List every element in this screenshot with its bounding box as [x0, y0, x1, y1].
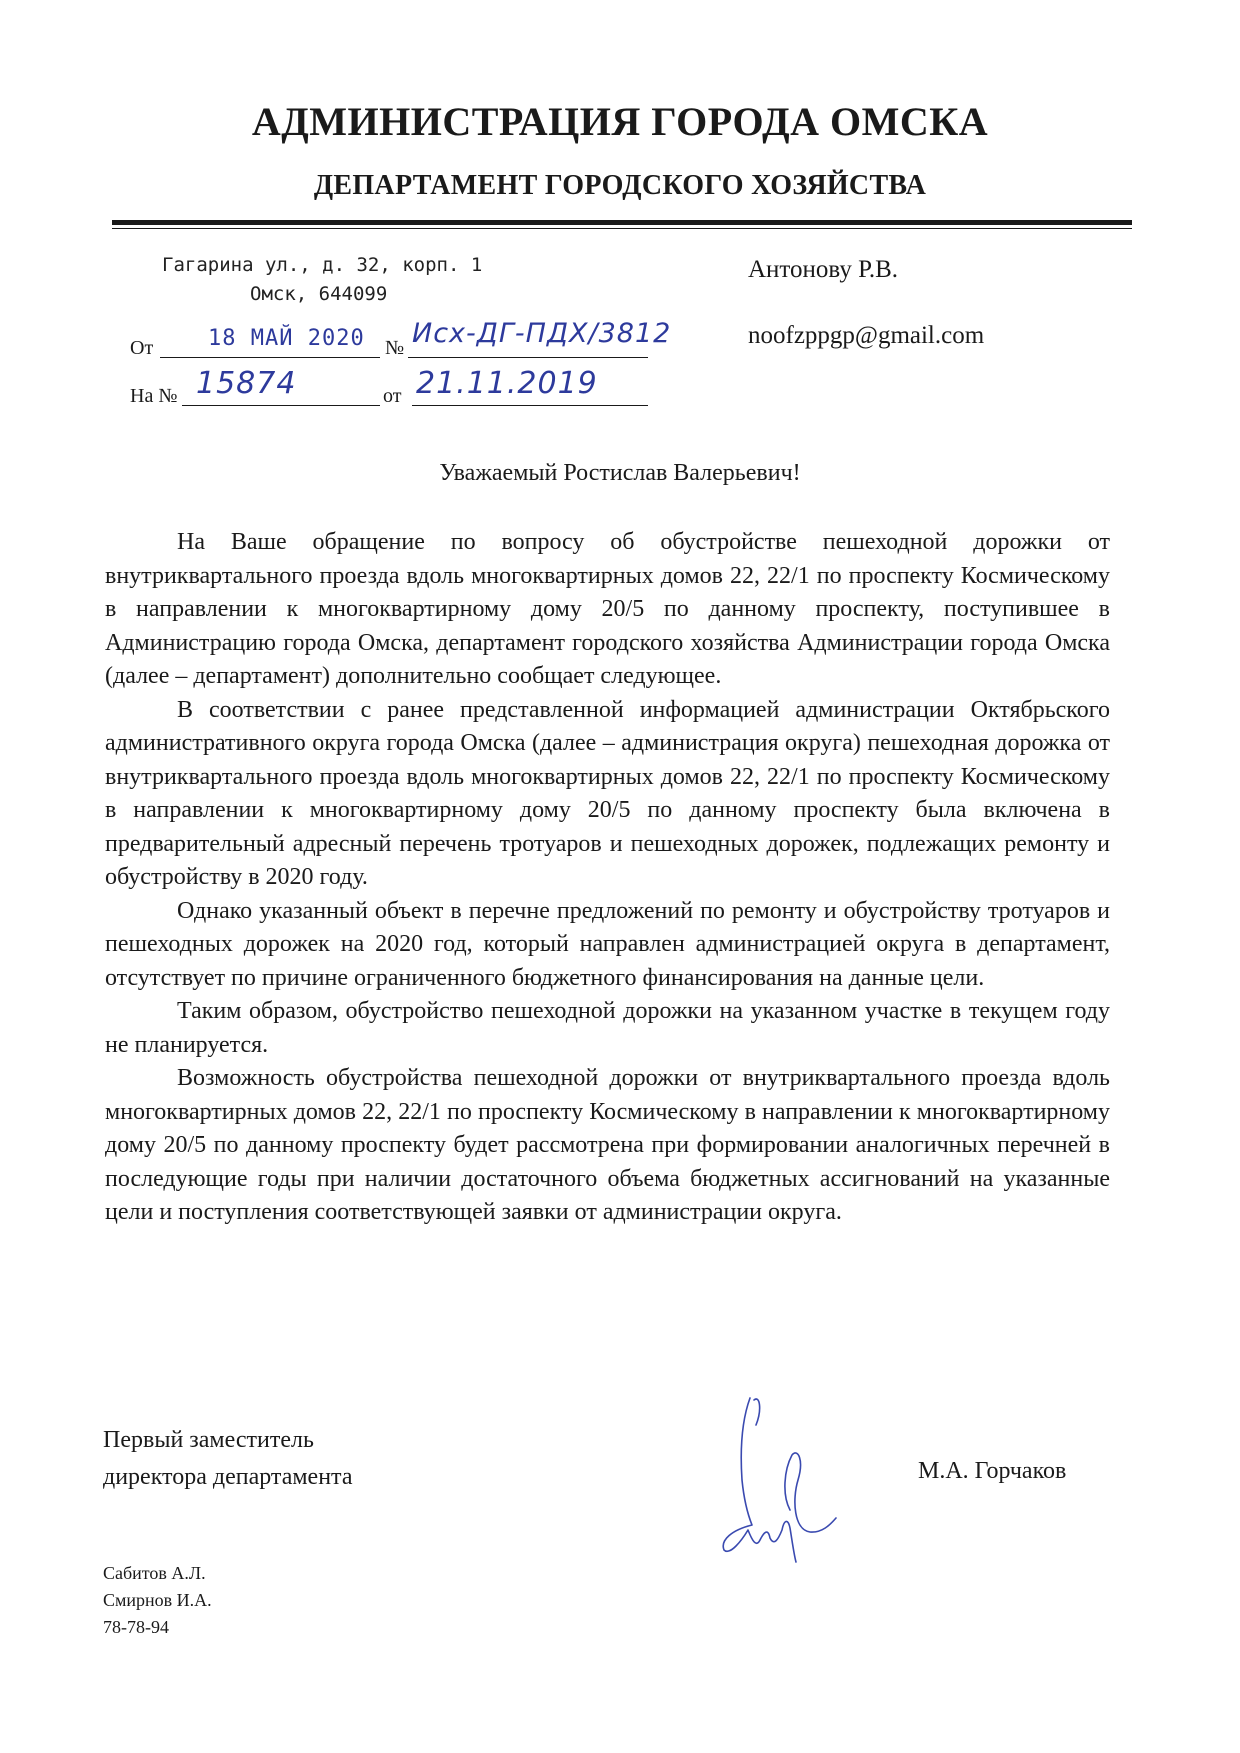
- number-fill-line: [408, 357, 648, 358]
- header-divider-thin: [112, 228, 1132, 229]
- recipient-name: Антонову Р.В.: [748, 256, 899, 283]
- from-label: От: [130, 337, 154, 359]
- executor-phone: 78-78-94: [103, 1617, 169, 1637]
- reply-number-fill-line: [182, 405, 380, 406]
- header-divider-thick: [112, 220, 1132, 225]
- signatory-name: М.А. Горчаков: [918, 1458, 1067, 1484]
- number-label: №: [385, 337, 405, 359]
- organization-title: АДМИНИСТРАЦИЯ ГОРОДА ОМСКА: [251, 99, 989, 144]
- executor-info: [103, 1560, 212, 1641]
- registration-date-stamp: 18 МАЙ 2020: [208, 326, 365, 351]
- date-fill-line: [160, 357, 380, 358]
- reply-date-handwritten: 21.11.2019: [416, 366, 598, 401]
- department-title: ДЕПАРТАМЕНТ ГОРОДСКОГО ХОЗЯЙСТВА: [313, 170, 927, 201]
- reply-label: На №: [130, 385, 178, 407]
- recipient-email: noofzppgp@gmail.com: [748, 322, 985, 349]
- reply-date-label: от: [383, 385, 402, 407]
- signatory-title-line-1: Первый заместитель: [103, 1427, 314, 1453]
- salutation: Уважаемый Ростислав Валерьевич!: [439, 460, 801, 486]
- signatory-title: [103, 1422, 352, 1496]
- signatory-title-line-2: директора департамента: [103, 1464, 353, 1490]
- handwritten-signature: [712, 1390, 842, 1565]
- paragraph-3: Однако указанный объект в перечне предложений по ремонту и обустройству тротуаров и пешеходных дорожек на 2020 год, который направлен администрацией округа в департамент, отсутствует по причине ограниченного бюджетного финансирования на данные цели.: [105, 897, 1110, 991]
- address-line-2: Омск, 644099: [250, 283, 388, 305]
- paragraph-1: На Ваше обращение по вопросу об обустройстве пешеходной дорожки от внутриквартального проезда вдоль многоквартирных домов 22, 22/1 по проспекту Космическому в направлении к многоквартирному дому 20/5 по данному проспекту, поступившее в Администрацию города Омска, департамент городского хозяйства Администрации города Омска (далее – департамент) дополнительно сообщает следующее.: [105, 529, 1110, 689]
- paragraph-5: Возможность обустройства пешеходной дорожки от внутриквартального проезда вдоль многоквартирных домов 22, 22/1 по проспекту Космическому в направлении к многоквартирному дому 20/5 по данному проспекту будет рассмотрена при формировании аналогичных перечней в последующие годы при наличии достаточного объема бюджетных ассигнований на указанные цели и поступления соответствующей заявки от администрации округа.: [105, 1065, 1110, 1225]
- registration-number-handwritten: Исх-ДГ-ПДХ/3812: [412, 318, 672, 349]
- reply-date-fill-line: [412, 405, 648, 406]
- paragraph-4: Таким образом, обустройство пешеходной дорожки на указанном участке в текущем году не планируется.: [105, 998, 1110, 1058]
- executor-name-1: Сабитов А.Л.: [103, 1563, 206, 1583]
- address-line-1: Гагарина ул., д. 32, корп. 1: [162, 254, 483, 276]
- reply-number-handwritten: 15874: [196, 366, 297, 401]
- paragraph-2: В соответствии с ранее представленной информацией администрации Октябрьского административного округа города Омска (далее – администрация округа) пешеходная дорожка от внутриквартального проезда вдоль многоквартирных домов 22, 22/1 по проспекту Космическому в направлении к многоквартирному дому 20/5 по данному проспекту была включена в предварительный адресный перечень тротуаров и пешеходных дорожек, подлежащих ремонту и обустройству в 2020 году.: [105, 696, 1110, 890]
- letter-body: [105, 526, 1110, 1230]
- executor-name-2: Смирнов И.А.: [103, 1590, 212, 1610]
